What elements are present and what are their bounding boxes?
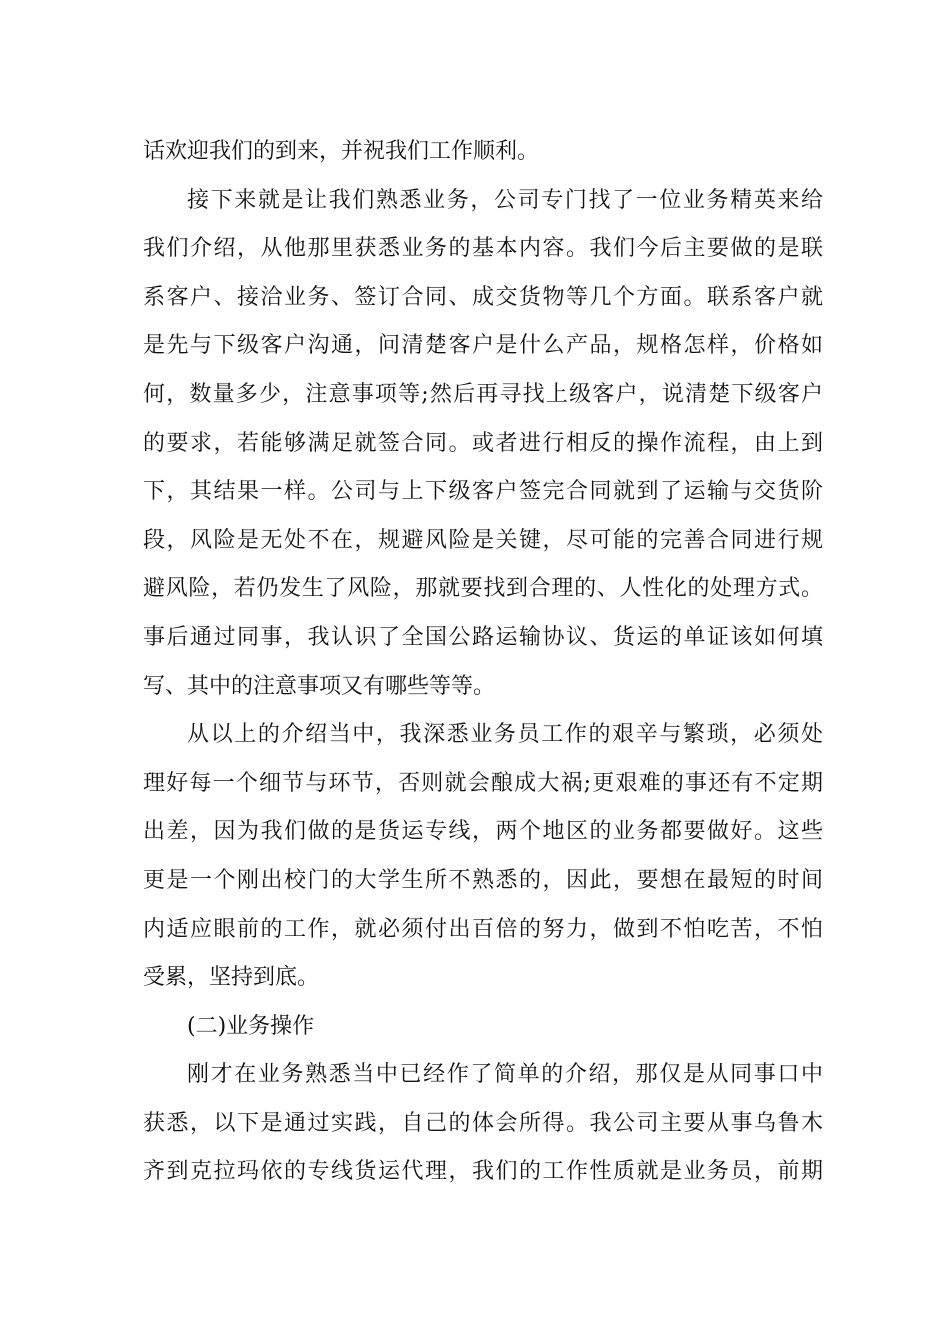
text-line: 下，其结果一样。公司与上下级客户签完合同就到了运输与交货阶 [143, 479, 823, 505]
text-line: 获悉，以下是通过实践，自己的体会所得。我公司主要从事乌鲁木 [143, 1110, 823, 1136]
text-line: 何，数量多少，注意事项等;然后再寻找上级客户，说清楚下级客户 [143, 381, 823, 407]
text-line: 更是一个刚出校门的大学生所不熟悉的，因此，要想在最短的时间 [143, 867, 823, 893]
text-line: 出差，因为我们做的是货运专线，两个地区的业务都要做好。这些 [143, 819, 823, 845]
text-line: 事后通过同事，我认识了全国公路运输协议、货运的单证该如何填 [143, 624, 823, 650]
text-line: 接下来就是让我们熟悉业务，公司专门找了一位业务精英来给 [187, 187, 823, 213]
text-line: 写、其中的注意事项又有哪些等等。 [143, 673, 496, 699]
text-line: 从以上的介绍当中，我深悉业务员工作的艰辛与繁琐，必须处 [187, 722, 823, 748]
text-line: 受累，坚持到底。 [143, 965, 320, 991]
text-line: 我们介绍，从他那里获悉业务的基本内容。我们今后主要做的是联 [143, 236, 823, 262]
text-line: 是先与下级客户沟通，问清楚客户是什么产品，规格怎样，价格如 [143, 333, 823, 359]
text-line: 段，风险是无处不在，规避风险是关键，尽可能的完善合同进行规 [143, 527, 823, 553]
text-line: 齐到克拉玛依的专线货运代理，我们的工作性质就是业务员，前期 [143, 1159, 823, 1185]
text-line: 系客户、接洽业务、签订合同、成交货物等几个方面。联系客户就 [143, 284, 823, 310]
text-line: 刚才在业务熟悉当中已经作了简单的介绍，那仅是从同事口中 [187, 1062, 823, 1088]
text-line: 内适应眼前的工作，就必须付出百倍的努力，做到不怕吃苦，不怕 [143, 916, 823, 942]
text-line: 避风险，若仍发生了风险，那就要找到合理的、人性化的处理方式。 [143, 576, 823, 602]
section-heading: (二)业务操作 [187, 1013, 315, 1039]
text-line: 话欢迎我们的到来，并祝我们工作顺利。 [143, 139, 540, 164]
text-line: 的要求，若能够满足就签合同。或者进行相反的操作流程，由上到 [143, 430, 823, 456]
text-line: 理好每一个细节与环节，否则就会酿成大祸;更艰难的事还有不定期 [143, 770, 823, 796]
body-text [143, 128, 823, 1197]
